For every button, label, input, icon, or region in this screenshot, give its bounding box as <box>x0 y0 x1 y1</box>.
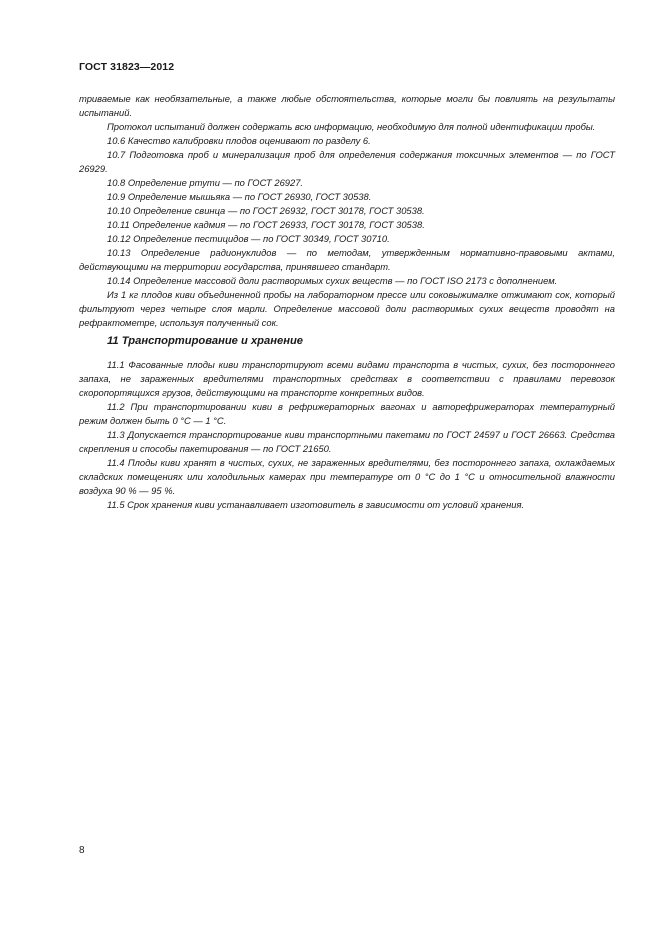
section-10-text <box>79 92 615 330</box>
paragraph-10-9: 10.9 Определение мышьяка — по ГОСТ 26930, ГОСТ 30538. <box>107 191 372 202</box>
paragraph-11-2: 11.2 При транспортировании киви в рефрижераторных вагонах и авторефрижераторах температурный режим должен быть 0 °С — 1 °С. <box>79 401 615 426</box>
paragraph: Из 1 кг плодов киви объединенной пробы на лабораторном прессе или соковыжималке отжимают сок, который фильтруют через четыре слоя марли. Определение массовой доли растворимых сухих веществ проводят на рефрактометре, используя полученный сок. <box>79 289 615 328</box>
paragraph-10-6: 10.6 Качество калибровки плодов оценивают по разделу 6. <box>107 135 371 146</box>
paragraph-10-11: 10.11 Определение кадмия — по ГОСТ 26933, ГОСТ 30178, ГОСТ 30538. <box>107 219 425 230</box>
paragraph-10-14: 10.14 Определение массовой доли растворимых сухих веществ — по ГОСТ ISO 2173 с дополнением. <box>107 275 558 286</box>
paragraph-10-12: 10.12 Определение пестицидов — по ГОСТ 30349, ГОСТ 30710. <box>107 233 390 244</box>
paragraph-10-13: 10.13 Определение радионуклидов — по методам, утвержденным нормативно-правовыми актами, действующими на территории государства, принявшего стандарт. <box>79 247 615 272</box>
paragraph-11-4: 11.4 Плоды киви хранят в чистых, сухих, не зараженных вредителями, без постороннего запаха, охлаждаемых складских помещениях или холодильных камерах при температуре от 0 °С до 1 °С и относительной влажности воздуха 90 % — 95 %. <box>79 457 615 496</box>
page-number: 8 <box>79 845 85 856</box>
paragraph-11-3: 11.3 Допускается транспортирование киви транспортными пакетами по ГОСТ 24597 и ГОСТ 26663. Средства скрепления и способы пакетирования — по ГОСТ 21650. <box>79 429 615 454</box>
paragraph-10-7: 10.7 Подготовка проб и минерализация проб для определения содержания токсичных элементов — по ГОСТ 26929. <box>79 149 615 174</box>
document-header: ГОСТ 31823—2012 <box>79 61 175 73</box>
paragraph: триваемые как необязательные, а также любые обстоятельства, которые могли бы повлиять на результаты испытаний. <box>79 93 615 118</box>
paragraph-11-5: 11.5 Срок хранения киви устанавливает изготовитель в зависимости от условий хранения. <box>107 499 525 510</box>
paragraph: Протокол испытаний должен содержать всю информацию, необходимую для полной идентификации пробы. <box>107 121 596 132</box>
paragraph-10-10: 10.10 Определение свинца — по ГОСТ 26932, ГОСТ 30178, ГОСТ 30538. <box>107 205 425 216</box>
paragraph-10-8: 10.8 Определение ртути — по ГОСТ 26927. <box>107 177 304 188</box>
section-11-title: 11 Транспортирование и хранение <box>107 335 304 347</box>
section-11-text <box>79 358 615 512</box>
paragraph-11-1: 11.1 Фасованные плоды киви транспортируют всеми видами транспорта в чистых, сухих, без постороннего запаха, не зараженных вредителями транспортных средствах в соответствии с правилами перевозок скоропортящихся грузов, действующими на транспорте конкретных видов. <box>79 359 615 398</box>
